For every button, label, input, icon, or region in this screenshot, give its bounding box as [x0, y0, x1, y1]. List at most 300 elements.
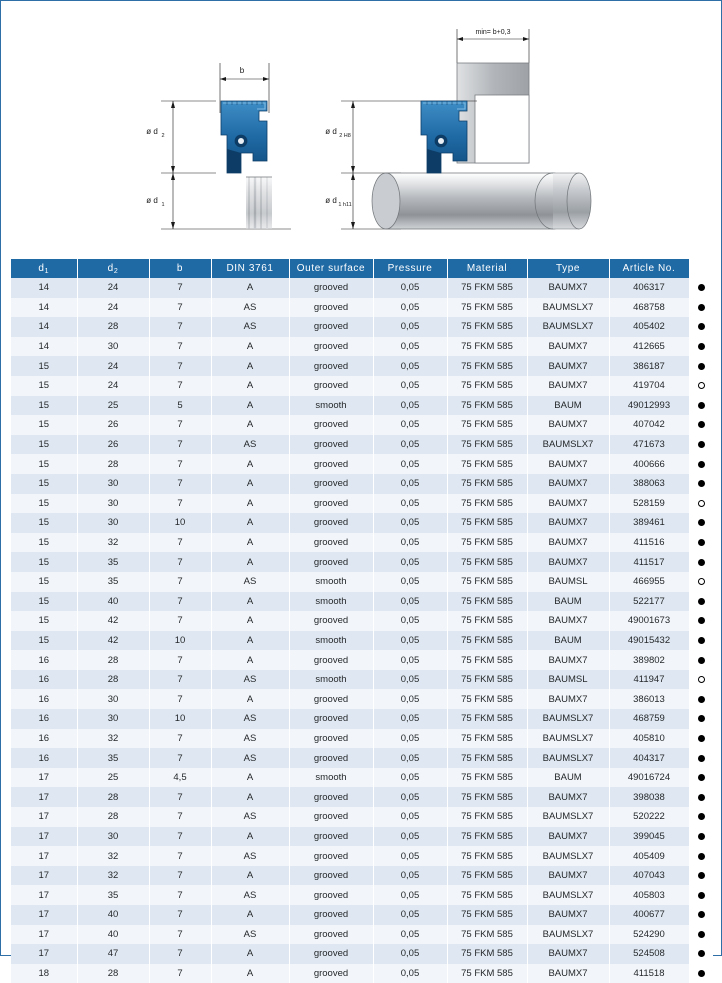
table-body — [11, 278, 713, 983]
availability-dot-cell — [689, 572, 713, 592]
cell-type: BAUM — [527, 631, 609, 651]
filled-circle-icon — [698, 794, 705, 801]
cell-outer: grooved — [289, 807, 373, 827]
cell-article: 400666 — [609, 454, 689, 474]
cell-article: 468759 — [609, 709, 689, 729]
availability-dot-cell — [689, 298, 713, 318]
right-installation-drawing — [325, 29, 591, 229]
cell-article: 404317 — [609, 748, 689, 768]
cell-pressure: 0,05 — [373, 317, 447, 337]
table-row[interactable] — [11, 278, 713, 298]
cell-din: AS — [211, 925, 289, 945]
spec-table-wrap — [1, 259, 721, 983]
cell-material: 75 FKM 585 — [447, 513, 527, 533]
table-row[interactable] — [11, 787, 713, 807]
cell-outer: grooved — [289, 376, 373, 396]
cell-pressure: 0,05 — [373, 925, 447, 945]
availability-dot-cell — [689, 435, 713, 455]
cell-d1: 16 — [11, 748, 77, 768]
cell-type: BAUMX7 — [527, 513, 609, 533]
cell-outer: grooved — [289, 494, 373, 514]
cell-b: 7 — [149, 964, 211, 983]
table-row[interactable] — [11, 376, 713, 396]
cell-d2: 35 — [77, 552, 149, 572]
cell-din: AS — [211, 709, 289, 729]
cell-type: BAUMX7 — [527, 689, 609, 709]
cell-article: 386187 — [609, 356, 689, 376]
table-row[interactable] — [11, 454, 713, 474]
cell-din: A — [211, 827, 289, 847]
cell-din: AS — [211, 846, 289, 866]
cell-b: 7 — [149, 689, 211, 709]
cell-type: BAUMSLX7 — [527, 298, 609, 318]
availability-dot-cell — [689, 807, 713, 827]
cell-din: A — [211, 964, 289, 983]
cell-material: 75 FKM 585 — [447, 866, 527, 886]
cell-pressure: 0,05 — [373, 572, 447, 592]
cell-type: BAUMX7 — [527, 964, 609, 983]
cell-article: 528159 — [609, 494, 689, 514]
cell-din: A — [211, 787, 289, 807]
cell-article: 407042 — [609, 415, 689, 435]
column-header-b — [149, 259, 211, 278]
cell-pressure: 0,05 — [373, 964, 447, 983]
left-section-drawing — [146, 63, 291, 229]
cell-b: 7 — [149, 474, 211, 494]
cell-din: AS — [211, 435, 289, 455]
table-row[interactable] — [11, 748, 713, 768]
cell-pressure: 0,05 — [373, 944, 447, 964]
cell-material: 75 FKM 585 — [447, 807, 527, 827]
cell-din: A — [211, 689, 289, 709]
cell-pressure: 0,05 — [373, 337, 447, 357]
cell-material: 75 FKM 585 — [447, 415, 527, 435]
cell-material: 75 FKM 585 — [447, 885, 527, 905]
cell-d1: 15 — [11, 454, 77, 474]
filled-circle-icon — [698, 284, 705, 291]
table-row[interactable] — [11, 689, 713, 709]
filled-circle-icon — [698, 872, 705, 879]
filled-circle-icon — [698, 343, 705, 350]
cell-b: 7 — [149, 866, 211, 886]
cell-pressure: 0,05 — [373, 435, 447, 455]
cell-din: A — [211, 944, 289, 964]
cell-material: 75 FKM 585 — [447, 631, 527, 651]
filled-circle-icon — [698, 363, 705, 370]
table-row[interactable] — [11, 356, 713, 376]
cell-d1: 17 — [11, 807, 77, 827]
cell-d1: 16 — [11, 670, 77, 690]
table-row[interactable] — [11, 474, 713, 494]
cell-pressure: 0,05 — [373, 552, 447, 572]
cell-din: A — [211, 494, 289, 514]
table-row[interactable] — [11, 650, 713, 670]
cell-article: 520222 — [609, 807, 689, 827]
cell-d2: 30 — [77, 709, 149, 729]
cell-type: BAUMSLX7 — [527, 729, 609, 749]
cell-b: 7 — [149, 337, 211, 357]
cell-d1: 15 — [11, 592, 77, 612]
cell-outer: grooved — [289, 885, 373, 905]
cell-pressure: 0,05 — [373, 689, 447, 709]
cell-d1: 16 — [11, 729, 77, 749]
filled-circle-icon — [698, 304, 705, 311]
cell-article: 405810 — [609, 729, 689, 749]
cell-type: BAUMX7 — [527, 650, 609, 670]
availability-dot-cell — [689, 415, 713, 435]
cell-din: A — [211, 278, 289, 298]
cell-outer: grooved — [289, 650, 373, 670]
cell-d2: 24 — [77, 298, 149, 318]
cell-material: 75 FKM 585 — [447, 768, 527, 788]
cell-d1: 16 — [11, 650, 77, 670]
cell-outer: grooved — [289, 513, 373, 533]
cell-b: 10 — [149, 709, 211, 729]
table-row[interactable] — [11, 846, 713, 866]
cell-pressure: 0,05 — [373, 513, 447, 533]
cell-pressure: 0,05 — [373, 474, 447, 494]
cell-d1: 17 — [11, 846, 77, 866]
cell-d1: 17 — [11, 866, 77, 886]
cell-outer: grooved — [289, 846, 373, 866]
filled-circle-icon — [698, 853, 705, 860]
cell-article: 411947 — [609, 670, 689, 690]
cell-b: 5 — [149, 396, 211, 416]
availability-dot-cell — [689, 592, 713, 612]
cell-d1: 15 — [11, 533, 77, 553]
cell-article: 407043 — [609, 866, 689, 886]
svg-text:min= b+0,3: min= b+0,3 — [475, 29, 511, 36]
table-row[interactable] — [11, 435, 713, 455]
cell-pressure: 0,05 — [373, 278, 447, 298]
cell-d1: 17 — [11, 905, 77, 925]
svg-text:ø d: ø d — [146, 127, 158, 136]
filled-circle-icon — [698, 892, 705, 899]
filled-circle-icon — [698, 480, 705, 487]
cell-d2: 30 — [77, 494, 149, 514]
cell-d2: 28 — [77, 964, 149, 983]
cell-type: BAUMSLX7 — [527, 709, 609, 729]
availability-dot-cell — [689, 513, 713, 533]
cell-type: BAUMX7 — [527, 356, 609, 376]
cell-d2: 32 — [77, 846, 149, 866]
table-row[interactable] — [11, 533, 713, 553]
cell-d1: 15 — [11, 494, 77, 514]
cell-material: 75 FKM 585 — [447, 846, 527, 866]
cell-b: 7 — [149, 611, 211, 631]
availability-dot-cell — [689, 709, 713, 729]
table-row[interactable] — [11, 768, 713, 788]
column-header-outer — [289, 259, 373, 278]
svg-text:1 h11: 1 h11 — [338, 202, 352, 208]
cell-d1: 18 — [11, 964, 77, 983]
table-row[interactable] — [11, 572, 713, 592]
cell-outer: grooved — [289, 709, 373, 729]
column-header-label: d — [107, 263, 114, 274]
cell-b: 7 — [149, 317, 211, 337]
cell-b: 7 — [149, 454, 211, 474]
table-row[interactable] — [11, 298, 713, 318]
cell-material: 75 FKM 585 — [447, 533, 527, 553]
cell-din: A — [211, 768, 289, 788]
availability-dot-cell — [689, 964, 713, 983]
cell-article: 49016724 — [609, 768, 689, 788]
column-header-label: Material — [466, 263, 508, 274]
cell-d1: 15 — [11, 415, 77, 435]
table-row[interactable] — [11, 944, 713, 964]
availability-dot-cell — [689, 787, 713, 807]
cell-material: 75 FKM 585 — [447, 474, 527, 494]
table-row[interactable] — [11, 552, 713, 572]
cell-outer: grooved — [289, 533, 373, 553]
table-row[interactable] — [11, 670, 713, 690]
column-header-label: DIN 3761 — [226, 263, 274, 274]
availability-dot-cell — [689, 376, 713, 396]
cell-d2: 26 — [77, 435, 149, 455]
cell-d2: 28 — [77, 650, 149, 670]
cell-pressure: 0,05 — [373, 787, 447, 807]
table-row[interactable] — [11, 827, 713, 847]
cell-pressure: 0,05 — [373, 905, 447, 925]
cell-pressure: 0,05 — [373, 885, 447, 905]
availability-dot-cell — [689, 944, 713, 964]
cell-article: 411516 — [609, 533, 689, 553]
table-row[interactable] — [11, 905, 713, 925]
cell-d1: 15 — [11, 631, 77, 651]
cell-d2: 25 — [77, 396, 149, 416]
cell-article: 49001673 — [609, 611, 689, 631]
cell-d2: 30 — [77, 474, 149, 494]
filled-circle-icon — [698, 950, 705, 957]
cell-article: 412665 — [609, 337, 689, 357]
cell-d1: 15 — [11, 611, 77, 631]
cell-article: 405803 — [609, 885, 689, 905]
cell-outer: grooved — [289, 454, 373, 474]
cell-d2: 42 — [77, 611, 149, 631]
cell-d1: 15 — [11, 356, 77, 376]
availability-dot-cell — [689, 650, 713, 670]
table-row[interactable] — [11, 807, 713, 827]
table-row[interactable] — [11, 925, 713, 945]
cell-type: BAUMSLX7 — [527, 885, 609, 905]
column-header-d1 — [11, 259, 77, 278]
cell-d2: 32 — [77, 866, 149, 886]
filled-circle-icon — [698, 931, 705, 938]
cell-d1: 17 — [11, 925, 77, 945]
cell-din: A — [211, 905, 289, 925]
availability-dot-cell — [689, 533, 713, 553]
cell-article: 49012993 — [609, 396, 689, 416]
availability-dot-cell — [689, 631, 713, 651]
cell-pressure: 0,05 — [373, 866, 447, 886]
svg-text:2: 2 — [161, 133, 165, 139]
table-row[interactable] — [11, 494, 713, 514]
cell-type: BAUMX7 — [527, 415, 609, 435]
table-row[interactable] — [11, 709, 713, 729]
cell-din: A — [211, 513, 289, 533]
cell-b: 4,5 — [149, 768, 211, 788]
cell-d1: 16 — [11, 709, 77, 729]
table-row[interactable] — [11, 592, 713, 612]
cell-article: 524508 — [609, 944, 689, 964]
cell-outer: grooved — [289, 356, 373, 376]
cell-outer: grooved — [289, 905, 373, 925]
cell-b: 7 — [149, 944, 211, 964]
cell-pressure: 0,05 — [373, 827, 447, 847]
cell-d2: 40 — [77, 592, 149, 612]
cell-material: 75 FKM 585 — [447, 650, 527, 670]
cell-b: 7 — [149, 925, 211, 945]
cell-din: AS — [211, 729, 289, 749]
cell-b: 7 — [149, 846, 211, 866]
svg-text:2 H8: 2 H8 — [339, 133, 351, 139]
cell-outer: grooved — [289, 337, 373, 357]
filled-circle-icon — [698, 657, 705, 664]
cell-type: BAUM — [527, 768, 609, 788]
cell-type: BAUMX7 — [527, 454, 609, 474]
table-row[interactable] — [11, 866, 713, 886]
cell-b: 7 — [149, 298, 211, 318]
open-circle-icon — [698, 382, 705, 389]
column-header-din — [211, 259, 289, 278]
column-header-label: b — [176, 263, 184, 274]
table-row[interactable] — [11, 611, 713, 631]
cell-article: 466955 — [609, 572, 689, 592]
table-row[interactable] — [11, 513, 713, 533]
cell-din: AS — [211, 748, 289, 768]
cell-pressure: 0,05 — [373, 670, 447, 690]
availability-dot-cell — [689, 337, 713, 357]
cell-pressure: 0,05 — [373, 298, 447, 318]
cell-b: 7 — [149, 729, 211, 749]
cell-outer: smooth — [289, 592, 373, 612]
filled-circle-icon — [698, 970, 705, 977]
cell-outer: smooth — [289, 572, 373, 592]
column-header-label: Article No. — [622, 263, 676, 274]
table-header-row — [11, 259, 713, 278]
table-row[interactable] — [11, 964, 713, 983]
cell-d2: 28 — [77, 807, 149, 827]
cell-d1: 17 — [11, 787, 77, 807]
cell-material: 75 FKM 585 — [447, 396, 527, 416]
table-header — [11, 259, 713, 278]
cell-outer: grooved — [289, 278, 373, 298]
cell-d2: 35 — [77, 885, 149, 905]
cell-article: 400677 — [609, 905, 689, 925]
cell-din: A — [211, 376, 289, 396]
cell-type: BAUMX7 — [527, 337, 609, 357]
filled-circle-icon — [698, 461, 705, 468]
cell-din: AS — [211, 317, 289, 337]
table-row[interactable] — [11, 317, 713, 337]
open-circle-icon — [698, 500, 705, 507]
column-header-subscript: 2 — [113, 268, 119, 275]
availability-dot-cell — [689, 748, 713, 768]
cell-outer: grooved — [289, 827, 373, 847]
availability-dot-cell — [689, 611, 713, 631]
cell-b: 7 — [149, 356, 211, 376]
cell-article: 522177 — [609, 592, 689, 612]
cell-outer: grooved — [289, 435, 373, 455]
table-row[interactable] — [11, 396, 713, 416]
cell-d2: 30 — [77, 689, 149, 709]
table-row[interactable] — [11, 631, 713, 651]
cell-article: 471673 — [609, 435, 689, 455]
cell-material: 75 FKM 585 — [447, 317, 527, 337]
cell-material: 75 FKM 585 — [447, 298, 527, 318]
cell-material: 75 FKM 585 — [447, 454, 527, 474]
filled-circle-icon — [698, 519, 705, 526]
filled-circle-icon — [698, 696, 705, 703]
cell-outer: grooved — [289, 415, 373, 435]
table-row[interactable] — [11, 337, 713, 357]
filled-circle-icon — [698, 598, 705, 605]
cell-din: A — [211, 415, 289, 435]
cell-din: A — [211, 396, 289, 416]
table-row[interactable] — [11, 885, 713, 905]
cell-d1: 15 — [11, 396, 77, 416]
cell-outer: grooved — [289, 748, 373, 768]
cell-din: AS — [211, 298, 289, 318]
cell-d1: 15 — [11, 513, 77, 533]
cell-article: 386013 — [609, 689, 689, 709]
filled-circle-icon — [698, 637, 705, 644]
cell-b: 7 — [149, 905, 211, 925]
cell-type: BAUMX7 — [527, 827, 609, 847]
cell-b: 7 — [149, 807, 211, 827]
cell-d2: 47 — [77, 944, 149, 964]
cell-din: AS — [211, 885, 289, 905]
cell-type: BAUMX7 — [527, 866, 609, 886]
cell-pressure: 0,05 — [373, 356, 447, 376]
cell-type: BAUMSLX7 — [527, 925, 609, 945]
cell-outer: grooved — [289, 787, 373, 807]
cell-d2: 28 — [77, 317, 149, 337]
cell-b: 7 — [149, 572, 211, 592]
cell-type: BAUMX7 — [527, 494, 609, 514]
cell-d2: 32 — [77, 729, 149, 749]
cell-material: 75 FKM 585 — [447, 748, 527, 768]
cell-din: A — [211, 592, 289, 612]
cell-d2: 42 — [77, 631, 149, 651]
filled-circle-icon — [698, 539, 705, 546]
cell-material: 75 FKM 585 — [447, 552, 527, 572]
cell-d2: 40 — [77, 905, 149, 925]
cell-din: A — [211, 552, 289, 572]
cell-b: 7 — [149, 415, 211, 435]
table-row[interactable] — [11, 729, 713, 749]
svg-text:ø d: ø d — [325, 196, 337, 205]
cell-b: 7 — [149, 592, 211, 612]
table-row[interactable] — [11, 415, 713, 435]
column-header-d2 — [77, 259, 149, 278]
cell-type: BAUMSLX7 — [527, 846, 609, 866]
cell-material: 75 FKM 585 — [447, 827, 527, 847]
filled-circle-icon — [698, 774, 705, 781]
cell-pressure: 0,05 — [373, 396, 447, 416]
svg-text:ø d: ø d — [325, 127, 337, 136]
cell-d1: 15 — [11, 376, 77, 396]
filled-circle-icon — [698, 421, 705, 428]
cell-din: AS — [211, 807, 289, 827]
cell-pressure: 0,05 — [373, 729, 447, 749]
availability-dot-cell — [689, 866, 713, 886]
filled-circle-icon — [698, 755, 705, 762]
cell-b: 7 — [149, 670, 211, 690]
availability-dot-cell — [689, 905, 713, 925]
cell-material: 75 FKM 585 — [447, 689, 527, 709]
cell-d1: 17 — [11, 827, 77, 847]
